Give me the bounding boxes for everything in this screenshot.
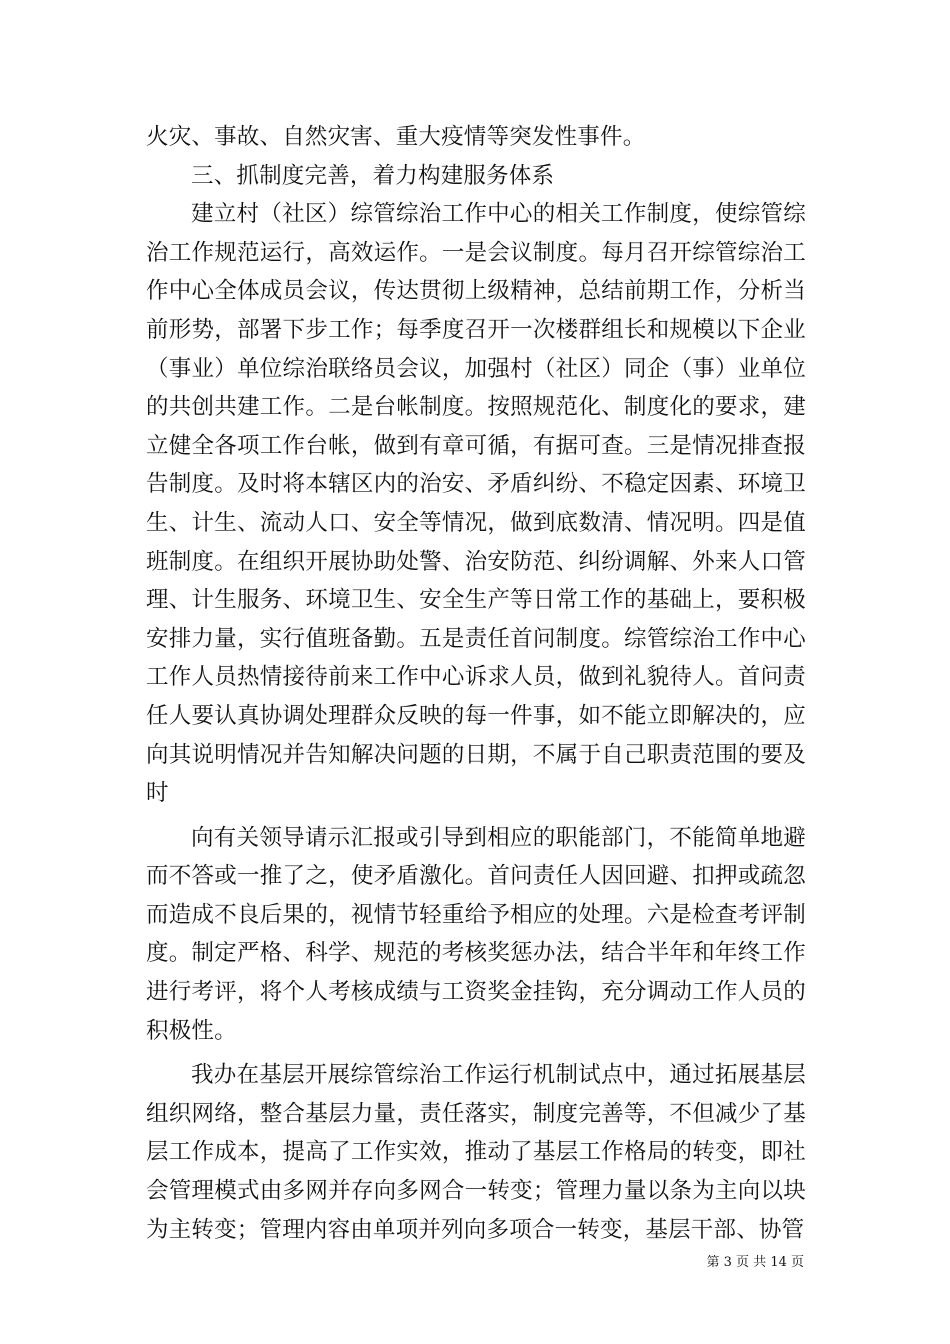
section-heading: 三、抓制度完善，着力构建服务体系 (191, 162, 555, 189)
paragraph-system-rules-continued: 向有关领导请示汇报或引导到相应的职能部门，不能简单地避而不答或一推了之，使矛盾激化。首问责任人因回避、扣押或疏忽而造成不良后果的，视情节轻重给予相应的处理。六是检查考评制度。制定严格、科学、规范的考核奖惩办法，结合半年和年终工作进行考评，将个人考核成绩与工资奖金挂钩，充分调动工作人员的积极性。 (146, 824, 806, 1044)
paragraph-system-rules: 建立村（社区）综管综治工作中心的相关工作制度，使综管综治工作规范运行，高效运作。一是会议制度。每月召开综管综治工作中心全体成员会议，传达贯彻上级精神，总结前期工作，分析当前形势，部署下步工作；每季度召开一次楼群组长和规模以下企业（事业）单位综治联络员会议，加强村（社区）同企（事）业单位的共创共建工作。二是台帐制度。按照规范化、制度化的要求，建立健全各项工作台帐，做到有章可循，有据可查。三是情况排查报告制度。及时将本辖区内的治安、矛盾纠纷、不稳定因素、环境卫生、计生、流动人口、安全等情况，做到底数清、情况明。四是值班制度。在组织开展协助处警、治安防范、纠纷调解、外来人口管理、计生服务、环境卫生、安全生产等日常工作的基础上，要积极安排力量，实行值班备勤。五是责任首问制度。综管综治工作中心工作人员热情接待前来工作中心诉求人员，做到礼貌待人。首问责任人要认真协调处理群众反映的每一件事，如不能立即解决的，应向其说明情况并告知解决问题的日期，不属于自己职责范围的要及时 (146, 201, 806, 807)
paragraph-continuation: 火灾、事故、自然灾害、重大疫情等突发性事件。 (146, 124, 646, 150)
document-body (146, 118, 806, 1249)
paragraph-pilot-results: 我办在基层开展综管综治工作运行机制试点中，通过拓展基层组织网络，整合基层力量，责任落实，制度完善等，不但减少了基层工作成本，提高了工作实效，推动了基层工作格局的转变，即社会管理模式由多网并存向多网合一转变；管理力量以条为主向以块为主转变；管理内容由单项并列向多项合一转变，基层干部、协管 (146, 1062, 806, 1243)
page-number: 第 3 页 共 14 页 (706, 1255, 804, 1270)
